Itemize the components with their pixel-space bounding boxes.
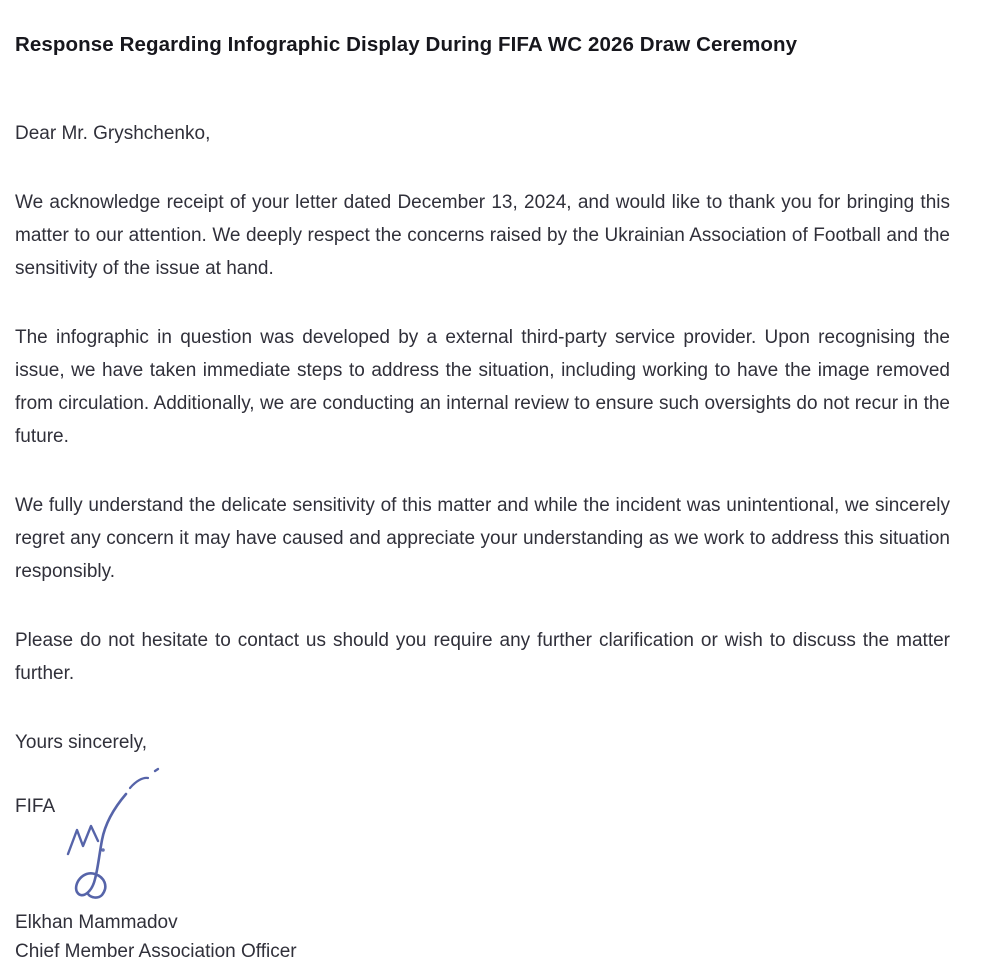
signatory-name: Elkhan Mammadov (15, 912, 178, 933)
closing: Yours sincerely, (15, 732, 148, 753)
org-name: FIFA (15, 796, 56, 817)
body-paragraph: We fully understand the delicate sensitivity of this matter and while the incident was unintentional, we sincerely regret any concern it may have caused and appreciate your understanding as we work to address this situation responsibly. (15, 495, 950, 582)
salutation: Dear Mr. Gryshchenko, (15, 123, 211, 144)
body-paragraph: The infographic in question was developed by a external third-party service provider. Upon recognising the issue, we have taken immediate steps to address the situation, including working to have the image removed from circulation. Additionally, we are conducting an internal review to ensure such oversights do not recur in the future. (15, 327, 950, 447)
body-paragraph: We acknowledge receipt of your letter dated December 13, 2024, and would like to thank you for bringing this matter to our attention. We deeply respect the concerns raised by the Ukrainian Association of Football and the sensitivity of the issue at hand. (15, 192, 950, 279)
body-paragraph: Please do not hesitate to contact us should you require any further clarification or wish to discuss the matter further. (15, 630, 950, 684)
handwritten-signature-icon (52, 758, 172, 910)
signatory-title: Chief Member Association Officer (15, 941, 297, 962)
letter-title: Response Regarding Infographic Display During FIFA WC 2026 Draw Ceremony (15, 33, 798, 56)
signature-block (15, 790, 950, 966)
